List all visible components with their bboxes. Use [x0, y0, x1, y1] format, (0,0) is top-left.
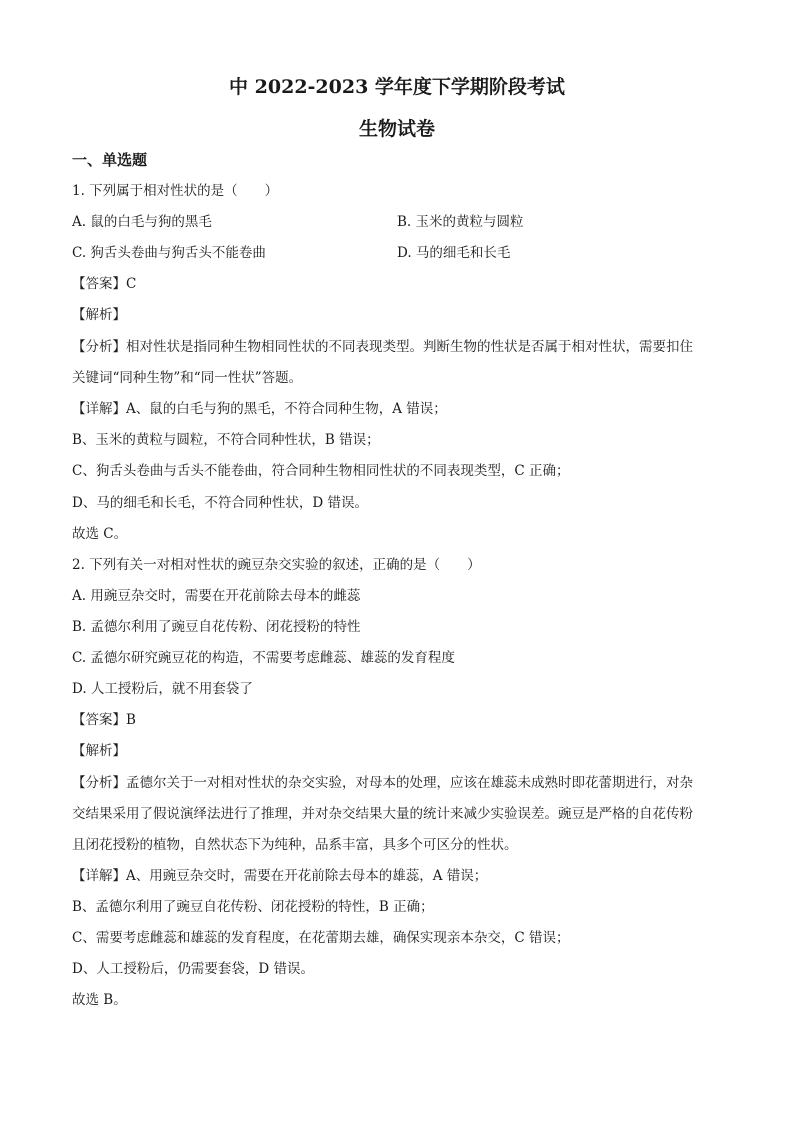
q1-option-c: C. 狗舌头卷曲与狗舌头不能卷曲 — [72, 245, 266, 261]
q1-detail-line-1: 【详解】A、鼠的白毛与狗的黑毛，不符合同种生物，A 错误； — [72, 401, 447, 417]
q2-analysis-line-2: 交结果采用了假说演绎法进行了推理，并对杂交结果大量的统计来减少实验误差。豌豆是严格的自花传粉 — [72, 806, 693, 822]
exam-subtitle: 生物试卷 — [358, 118, 435, 140]
q2-detail-line-3: C、需要考虑雌蕊和雄蕊的发育程度，在花蕾期去雄，确保实现亲本杂交，C 错误； — [72, 930, 570, 946]
q2-option-b: B. 孟德尔利用了豌豆自花传粉、闭花授粉的特性 — [72, 619, 361, 635]
q1-detail-line-2: B、玉米的黄粒与圆粒，不符合同种性状，B 错误； — [72, 432, 380, 448]
q2-detail-line-4: D、人工授粉后，仍需要套袋，D 错误。 — [72, 961, 314, 977]
q1-option-d: D. 马的细毛和长毛 — [397, 245, 511, 261]
q1-analysis-line-2: 关键词“同种生物”和“同一性状”答题。 — [72, 370, 303, 386]
q1-detail-line-3: C、狗舌头卷曲与舌头不能卷曲，符合同种生物相同性状的不同表现类型，C 正确； — [72, 463, 570, 479]
q1-answer: 【答案】C — [72, 276, 137, 292]
q2-analysis-line-1: 【分析】孟德尔关于一对相对性状的杂交实验，对母本的处理，应该在雄蕊未成熟时即花蕾期进行，对杂 — [72, 775, 693, 791]
q1-analysis-line-1: 【分析】相对性状是指同种生物相同性状的不同表现类型。判断生物的性状是否属于相对性状，需要扣住 — [72, 339, 693, 355]
q1-stem: 1. 下列属于相对性状的是（ ） — [72, 183, 279, 199]
q2-option-a: A. 用豌豆杂交时，需要在开花前除去母本的雌蕊 — [72, 588, 361, 604]
q2-option-d: D. 人工授粉后，就不用套袋了 — [72, 681, 253, 697]
q2-analysis-label: 【解析】 — [72, 743, 126, 759]
q2-analysis-line-3: 且闭花授粉的植物，自然状态下为纯种，品系丰富，具多个可区分的性状。 — [72, 837, 518, 853]
q1-option-b: B. 玉米的黄粒与圆粒 — [397, 214, 524, 230]
exam-title: 中 2022-2023 学年度下学期阶段考试 — [229, 76, 565, 98]
q1-conclusion: 故选 C。 — [72, 526, 128, 542]
q1-option-a: A. 鼠的白毛与狗的黑毛 — [72, 214, 212, 230]
q1-detail-line-4: D、马的细毛和长毛，不符合同种性状，D 错误。 — [72, 495, 368, 511]
q2-detail-line-1: 【详解】A、用豌豆杂交时，需要在开花前除去母本的雄蕊，A 错误； — [72, 868, 488, 884]
q1-analysis-label: 【解析】 — [72, 307, 126, 323]
q2-detail-line-2: B、孟德尔利用了豌豆自花传粉、闭花授粉的特性，B 正确； — [72, 899, 434, 915]
q2-option-c: C. 孟德尔研究豌豆花的构造，不需要考虑雌蕊、雄蕊的发育程度 — [72, 650, 455, 666]
section-heading: 一、单选题 — [72, 151, 148, 169]
q2-answer: 【答案】B — [72, 712, 136, 728]
q2-stem: 2. 下列有关一对相对性状的豌豆杂交实验的叙述，正确的是（ ） — [72, 557, 481, 573]
q2-conclusion: 故选 B。 — [72, 992, 127, 1008]
